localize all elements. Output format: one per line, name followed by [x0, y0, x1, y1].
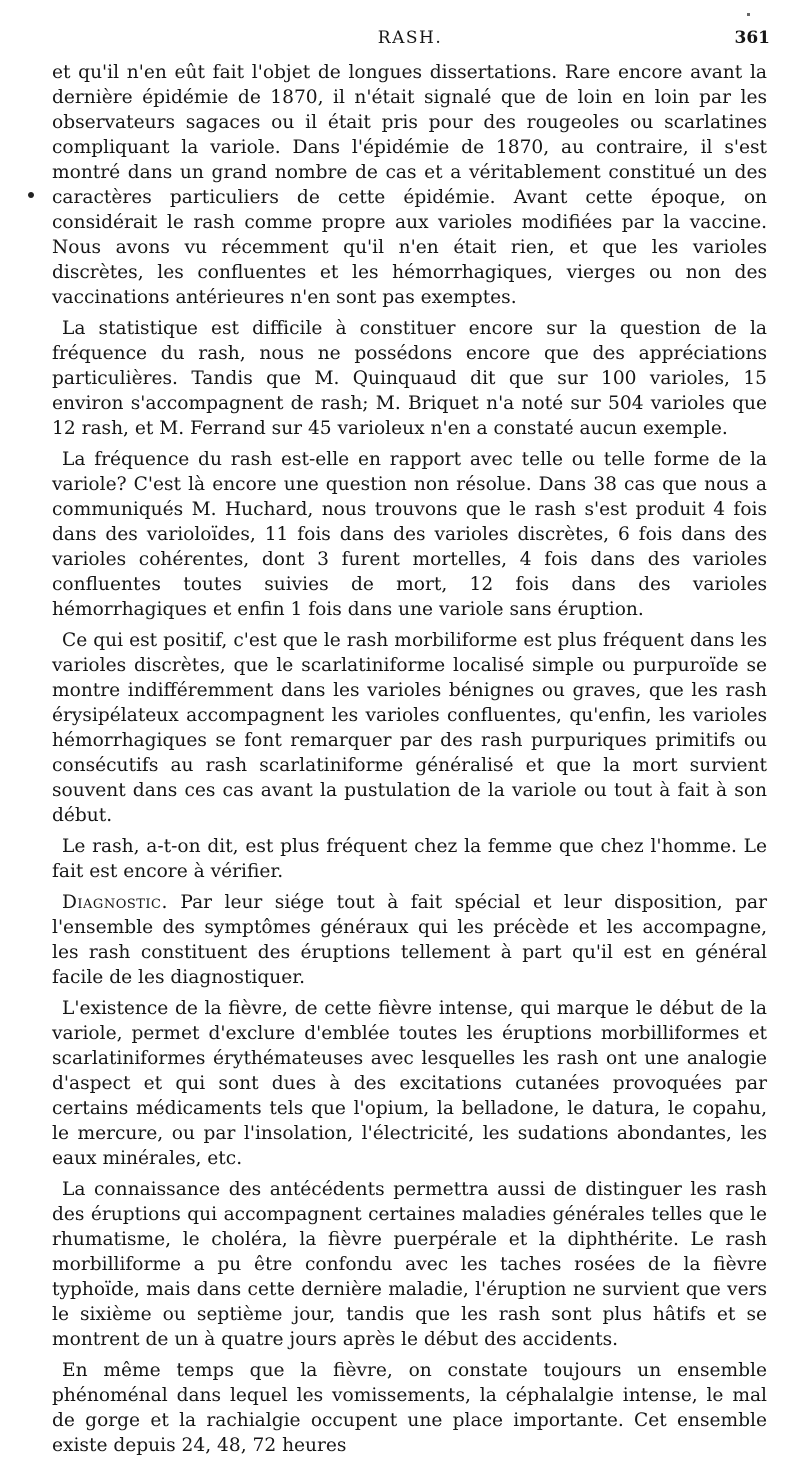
paragraph-frequency-forms: La fréquence du rash est-elle en rapport avec telle ou telle forme de la variole? C'est là encore une question non résolue. Dans 38 cas que nous a communiqués M. Huchard, nous trouvons que le rash s'est produit 4 fois dans des varioloïdes, 11 fois dans des varioles discrètes, 6 fois dans des varioles cohérentes, dont 3 furent mortelles, 4 fois dans des varioles confluentes toutes suivies de mort, 12 fois dans des varioles hémorrhagiques et enfin 1 fois dans une variole sans éruption. [52, 449, 767, 620]
paragraph-positive-findings: Ce qui est positif, c'est que le rash morbiliforme est plus fréquent dans les varioles discrètes, que le scarlatiniforme localisé simple ou purpuroïde se montre indifféremment dans les varioles bénignes ou graves, que les rash érysipélateux accompagnent les varioles confluentes, qu'enfin, les varioles hémorrhagiques se font remarquer par des rash purpuriques primitifs ou consécutifs au rash scarlatiniforme généralisé et que la mort survient souvent dans ces cas avant la pustulation de la variole ou tout à fait à son début. [52, 630, 767, 826]
running-title: RASH. [377, 28, 443, 48]
scan-speck [747, 13, 750, 16]
paragraph-sex-frequency: Le rash, a-t-on dit, est plus fréquent chez la femme que chez l'homme. Le fait est encore à vérifier. [52, 836, 767, 882]
paragraph-diagnostic [52, 890, 767, 990]
running-head [50, 28, 770, 52]
paragraph-antecedents: La connaissance des antécédents permettra aussi de distinguer les rash des éruptions qui accompagnent certaines maladies générales telles que le rhumatisme, le choléra, la fièvre puerpérale et la diphthérite. Le rash morbilliforme a pu être confondu avec les taches rosées de la fièvre typhoïde, mais dans cette dernière maladie, l'éruption ne survient que vers le sixième ou septième jour, tandis que les rash sont plus hâtifs et se montrent de un à quatre jours après le début des accidents. [52, 1179, 767, 1350]
paragraph-fever-exclusion: L'existence de la fièvre, de cette fièvre intense, qui marque le début de la variole, permet d'exclure d'emblée toutes les éruptions morbilliformes et scarlatiniformes érythémateuses avec lesquelles les rash ont une analogie d'aspect et qui sont dues à des excitations cutanées provoquées par certains médicaments tels que l'opium, la belladone, le datura, le copahu, le mercure, ou par l'insolation, l'électricité, les sudations abondantes, les eaux minérales, etc. [52, 998, 767, 1169]
margin-bullet-mark [28, 192, 34, 198]
section-heading-diagnostic: Diagnostic. [62, 892, 168, 913]
diagnostic-text: Par leur siége tout à fait spécial et leur disposition, par l'ensemble des symptômes généraux qui les précède et les accompagne, les rash constituent des éruptions tellement à part qu'il est en général facile de les diagnostiquer. [52, 892, 767, 988]
body-text [52, 60, 767, 1464]
paragraph-continuation: et qu'il n'en eût fait l'objet de longues dissertations. Rare encore avant la dernière épidémie de 1870, il n'était signalé que de loin en loin par les observateurs sagaces ou il était pris pour des rougeoles ou scarlatines compliquant la variole. Dans l'épidémie de 1870, au contraire, il s'est montré dans un grand nombre de cas et a véritablement constitué un des caractères particuliers de cette épidémie. Avant cette époque, on considérait le rash comme propre aux varioles modifiées par la vaccine. Nous avons vu récemment qu'il n'en était rien, et que les varioles discrètes, les confluentes et les hémorrhagiques, vierges ou non des vaccinations antérieures n'en sont pas exemptes. [52, 62, 767, 308]
paragraph-statistics: La statistique est difficile à constituer encore sur la question de la fréquence du rash, nous ne possédons encore que des appréciations particulières. Tandis que M. Quinquaud dit que sur 100 varioles, 15 environ s'accompagnent de rash; M. Briquet n'a noté sur 504 varioles que 12 rash, et M. Ferrand sur 45 varioleux n'en a constaté aucun exemple. [52, 318, 767, 439]
paragraph-symptom-ensemble: En même temps que la fièvre, on constate toujours un ensemble phénoménal dans lequel les vomissements, la céphalalgie intense, le mal de gorge et la rachialgie occupent une place importante. Cet ensemble existe depuis 24, 48, 72 heures [52, 1360, 767, 1456]
page-number: 361 [734, 28, 770, 48]
